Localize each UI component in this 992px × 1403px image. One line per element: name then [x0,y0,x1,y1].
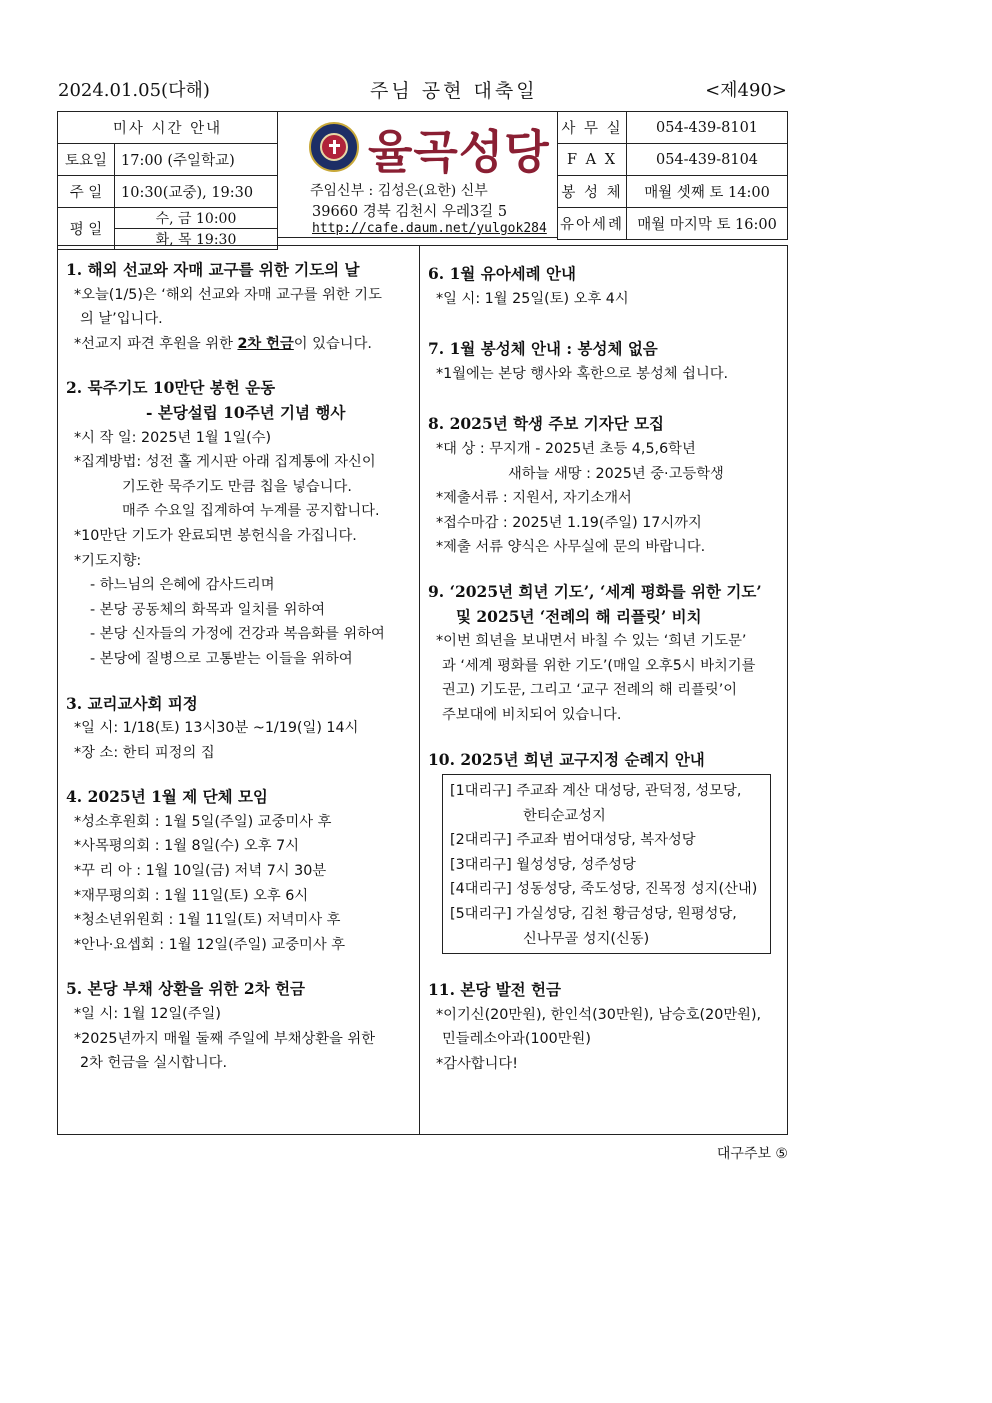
notice-line: *집계방법: 성전 홀 게시판 아래 집계통에 자신이 [74,454,376,471]
sunday-time: 10:30(교중), 19:30 [115,176,278,208]
notice-line: 기도한 묵주기도 만큼 칩을 넣습니다. [122,478,352,495]
parish-seal-icon [309,122,359,172]
offering-label: 봉 성 체 [558,176,627,208]
notice-line: *오늘(1/5)은 ‘해외 선교와 자매 교구를 위한 기도 [74,286,382,303]
pilgrimage-line: [2대리구] 주교좌 범어대성당, 복자성당 [450,832,696,849]
section-title: 10. 2025년 희년 교구지정 순례지 안내 [428,749,705,769]
notice-line: *일 시: 1월 25일(토) 오후 4시 [436,290,629,307]
notice-line: 민들레소아과(100만원) [442,1031,591,1048]
saturday-time: 17:00 (주일학교) [115,144,278,176]
section-title: 7. 1월 봉성체 안내 : 봉성체 없음 [428,339,658,359]
pilgrimage-sites-box [442,774,771,954]
section-title-cont: 및 2025년 ‘전례의 해 리플릿’ 비치 [456,606,702,626]
section-title: 9. ‘2025년 희년 기도’, ‘세계 평화를 위한 기도’ [428,581,762,601]
section-title: 1. 해외 선교와 자매 교구를 위한 기도의 날 [66,260,360,279]
mass-schedule-heading: 미사 시간 안내 [58,112,278,144]
parish-logo-text: 율곡성당 [368,125,550,179]
notice-line: *대 상 : 무지개 - 2025년 초등 4,5,6학년 [436,440,696,457]
notice-line: - 본당 신자들의 가정에 건강과 복음화를 위하여 [90,626,385,643]
section-title: 3. 교리교사회 피정 [66,693,198,713]
notice-line: *일 시: 1월 12일(주일) [74,1006,221,1023]
notice-line: *기도지향: [74,552,142,569]
notice-line: - 본당 공동체의 화목과 일치를 위하여 [90,601,326,618]
bulletin-date: 2024.01.05(다해) [58,80,210,101]
notice-line: 의 날’입니다. [80,311,163,328]
notice-line: *안나·요셉회 : 1월 12일(주일) 교중미사 후 [74,936,346,953]
second-collection-highlight: 2차 헌금 [237,335,294,352]
saturday-label: 토요일 [58,144,115,176]
notice-line: *제출 서류 양식은 사무실에 문의 바랍니다. [436,539,706,556]
notice-line: - 하느님의 은혜에 감사드리며 [90,577,275,594]
notice-line: *감사합니다! [436,1056,518,1073]
pilgrimage-line: [5대리구] 가실성당, 김천 황금성당, 원평성당, [450,906,737,923]
section-title: 11. 본당 발전 헌금 [428,980,561,1000]
left-column [66,258,416,1076]
notice-line: 과 ‘세계 평화를 위한 기도’(매일 오후5시 바치기를 [442,657,756,674]
baptism-schedule: 매월 마지막 토 16:00 [627,208,788,240]
notice-line: *일 시: 1/18(토) 13시30분 ~1/19(일) 14시 [74,720,359,737]
notice-line: *제출서류 : 지원서, 자기소개서 [436,490,632,507]
section-title: 8. 2025년 학생 주보 기자단 모집 [428,414,665,434]
notice-line: 권고) 기도문, 그리고 ‘교구 전례의 해 리플릿’이 [442,682,738,699]
pilgrimage-line: [4대리구] 성동성당, 죽도성당, 진목정 성지(산내) [450,881,758,898]
pilgrimage-line: 한티순교성지 [523,807,606,824]
office-label: 사 무 실 [558,112,627,144]
offering-schedule: 매월 셋째 토 14:00 [627,176,788,208]
weekday-time-2: 화, 목 19:30 [115,229,278,250]
pastor-name: 주임신부 : 김성은(요한) 신부 [310,183,488,199]
section-title: 5. 본당 부채 상환을 위한 2차 헌금 [66,979,306,999]
notice-line: 2차 헌금을 실시합니다. [80,1055,228,1072]
notice-line: *성소후원회 : 1월 5일(주일) 교중미사 후 [74,813,332,830]
issue-number: <제490> [705,80,787,101]
notice-line: *이기신(20만원), 한인석(30만원), 남승호(20만원), [436,1006,762,1023]
section-title: 6. 1월 유아세례 안내 [428,264,576,283]
pilgrimage-line: [3대리구] 월성성당, 성주성당 [450,856,636,873]
sunday-label: 주 일 [58,176,115,208]
column-divider [419,245,420,1135]
fax-label: F A X [558,144,627,176]
notice-line: *접수마감 : 2025년 1.19(주일) 17시까지 [436,514,702,531]
contact-table [557,111,788,240]
notice-line: *10만단 기도가 완료되면 봉헌식을 가집니다. [74,527,357,544]
feast-title: 주님 공현 대축일 [370,80,538,102]
notice-line: *꾸 리 아 : 1월 10일(금) 저녁 7시 30분 [74,863,327,880]
section-title: 4. 2025년 1월 제 단체 모임 [66,787,268,807]
notice-line: *재무평의회 : 1월 11일(토) 오후 6시 [74,887,309,904]
office-phone: 054-439-8101 [627,112,788,144]
notice-line: *1월에는 본당 행사와 혹한으로 봉성체 쉽니다. [436,365,729,382]
parish-address: 39660 경북 김천시 우레3길 5 [312,204,508,220]
notice-line: *사목평의회 : 1월 8일(수) 오후 7시 [74,838,300,855]
notice-line: *이번 희년을 보내면서 바칠 수 있는 ‘희년 기도문’ [436,633,747,650]
notice-line: *선교지 파견 후원을 위한 2차 헌금이 있습니다. [74,335,372,352]
parish-cafe-link[interactable]: http://cafe.daum.net/yulgok284 [312,221,547,236]
right-column [428,262,786,1077]
notice-line: *청소년위원회 : 1월 11일(토) 저녁미사 후 [74,912,341,929]
notice-line: 새하늘 새땅 : 2025년 중·고등학생 [508,465,724,482]
baptism-label: 유아세례 [558,208,627,240]
mass-schedule-table [57,111,278,250]
pilgrimage-line: 신나무골 성지(신동) [523,930,650,947]
weekday-label: 평 일 [58,208,115,250]
notice-line: 주보대에 비치되어 있습니다. [442,706,622,723]
notice-line: *시 작 일: 2025년 1월 1일(수) [74,429,272,446]
section-title: 2. 묵주기도 10만단 봉헌 운동 [66,378,276,398]
section-subtitle: - 본당설립 10주년 기념 행사 [146,402,346,422]
notice-line: - 본당에 질병으로 고통받는 이들을 위하여 [90,650,353,667]
notice-line: 매주 수요일 집계하여 누계를 공지합니다. [122,503,380,520]
weekday-time-1: 수, 금 10:00 [115,208,278,229]
pilgrimage-line: [1대리구] 주교좌 계산 대성당, 관덕정, 성모당, [450,783,742,800]
notice-line: *장 소: 한티 피정의 집 [74,744,215,761]
notice-line: *2025년까지 매월 둘째 주일에 부채상환을 위한 [74,1030,376,1047]
page-footer: 대구주보 ⑤ [716,1146,788,1162]
fax-number: 054-439-8104 [627,144,788,176]
